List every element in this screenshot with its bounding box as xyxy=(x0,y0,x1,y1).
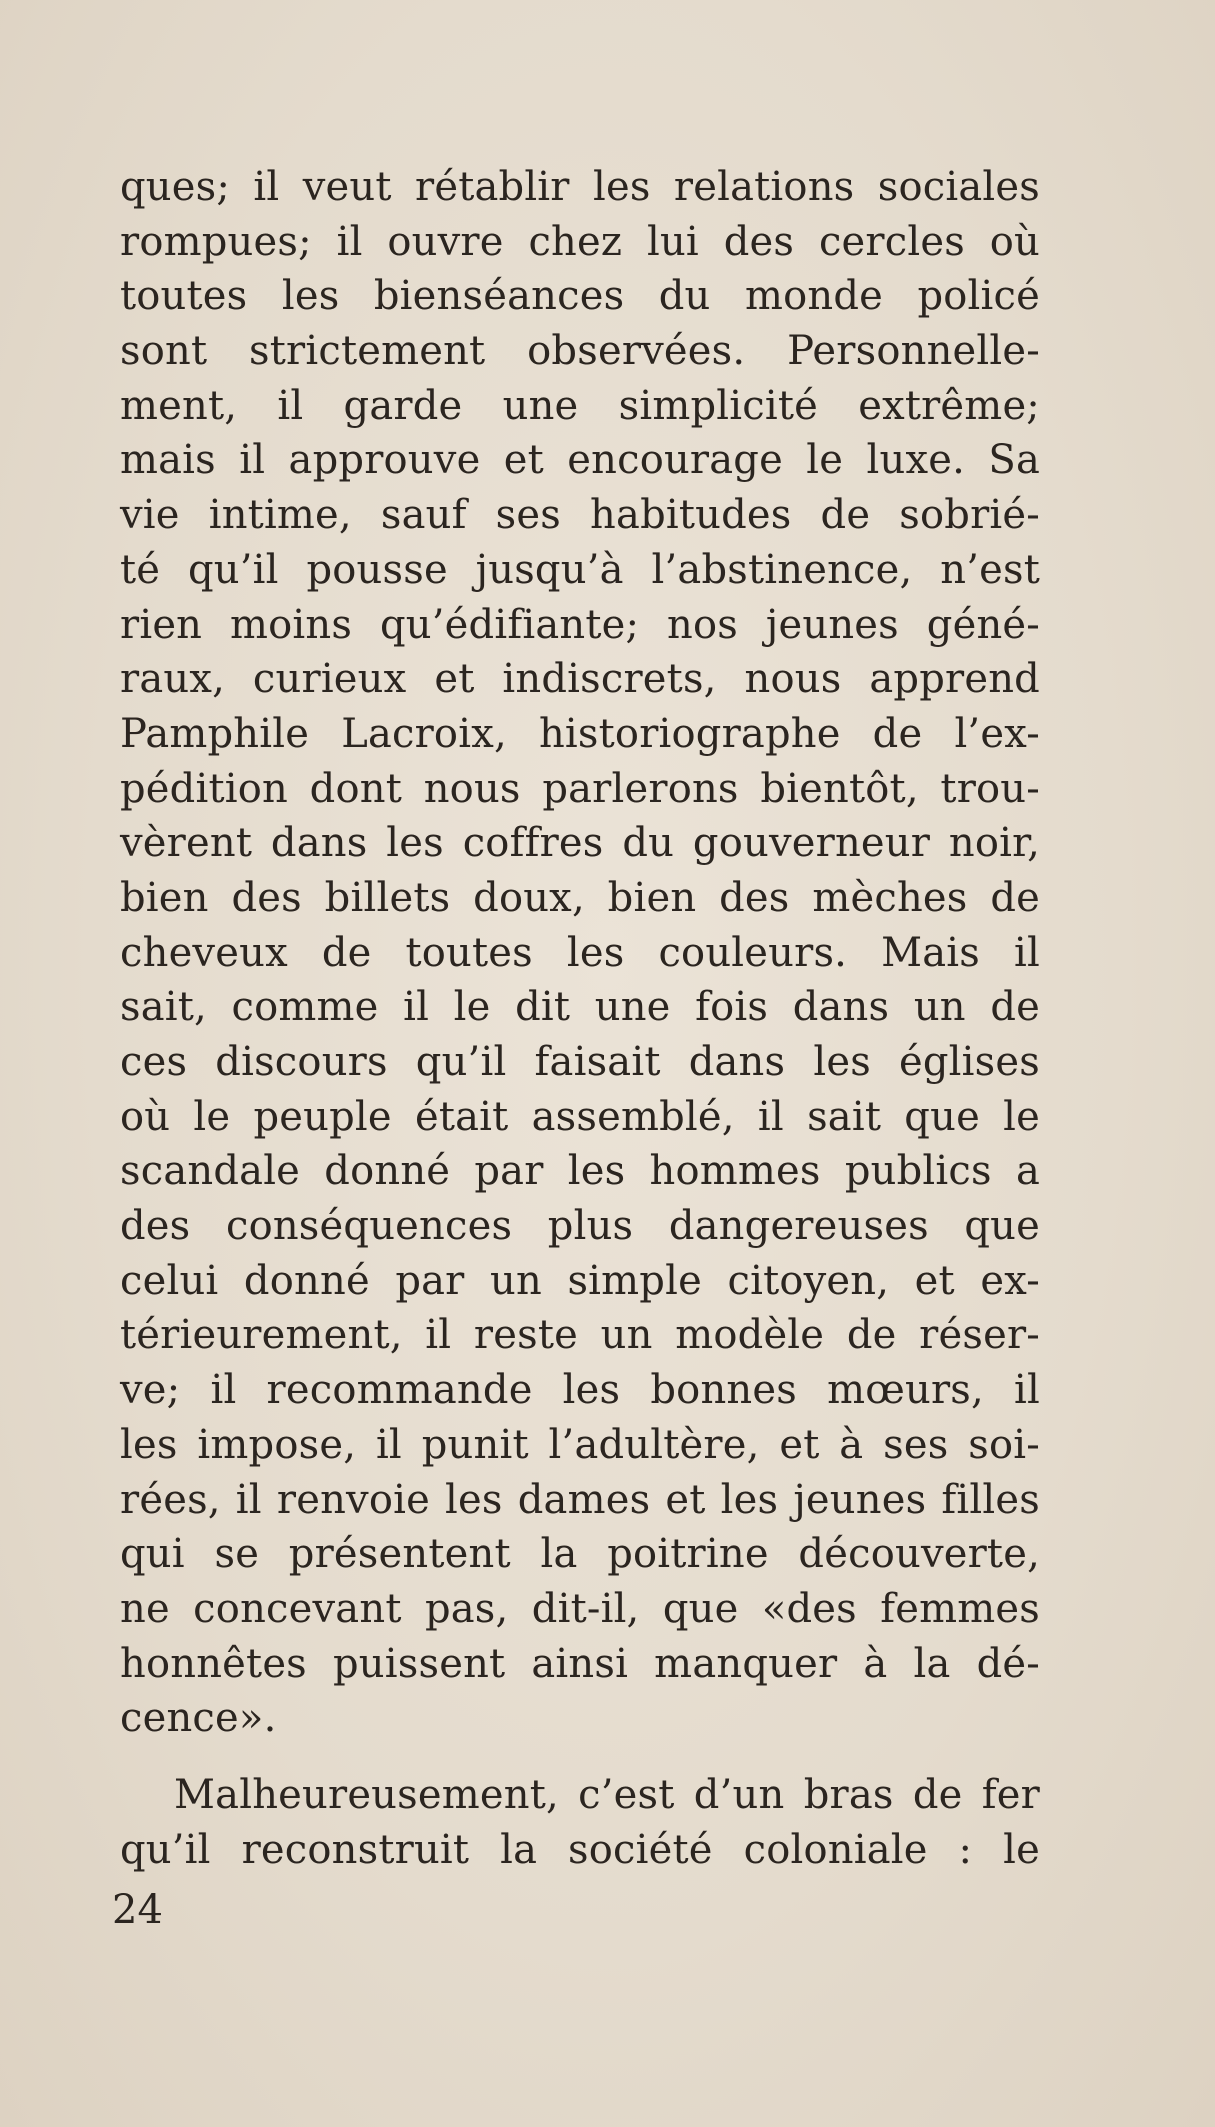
text-line: vèrent dans les coffres du gouverneur noir, xyxy=(120,820,1040,867)
text-line: pédition dont nous parlerons bientôt, trou- xyxy=(120,765,1040,812)
text-line: rompues; il ouvre chez lui des cercles où xyxy=(120,218,1040,265)
text-line: les impose, il punit l’adultère, et à ses soi- xyxy=(120,1421,1040,1468)
page-number: 24 xyxy=(112,1887,163,1933)
text-line: qui se présentent la poitrine découverte, xyxy=(120,1531,1040,1578)
text-line: toutes les bienséances du monde policé xyxy=(120,273,1040,320)
text-line: térieurement, il reste un modèle de réser- xyxy=(120,1312,1040,1359)
text-line: vie intime, sauf ses habitudes de sobrié- xyxy=(120,492,1040,539)
text-line: qu’il reconstruit la société coloniale : le xyxy=(120,1826,1040,1873)
text-line: rées, il renvoie les dames et les jeunes filles xyxy=(120,1476,1040,1523)
text-line: sont strictement observées. Personnelle- xyxy=(120,328,1040,375)
text-line: ces discours qu’il faisait dans les églises xyxy=(120,1039,1040,1085)
text-line: ve; il recommande les bonnes mœurs, il xyxy=(120,1367,1040,1414)
text-line: où le peuple était assemblé, il sait que le xyxy=(120,1093,1040,1140)
text-line: celui donné par un simple citoyen, et ex- xyxy=(120,1257,1040,1304)
text-line: ment, il garde une simplicité extrême; xyxy=(120,382,1040,429)
text-line: Malheureusement, c’est d’un bras de fer xyxy=(174,1771,1040,1818)
paragraph-1 xyxy=(120,160,1040,1746)
text-line: rien moins qu’édifiante; nos jeunes géné- xyxy=(120,601,1040,648)
text-line: bien des billets doux, bien des mèches de xyxy=(120,874,1040,921)
body-text xyxy=(120,160,1040,1877)
text-line: cheveux de toutes les couleurs. Mais il xyxy=(120,929,1040,976)
text-line: té qu’il pousse jusqu’à l’abstinence, n’est xyxy=(120,546,1040,593)
paragraph-2 xyxy=(120,1768,1040,1877)
text-line: raux, curieux et indiscrets, nous apprend xyxy=(120,656,1040,703)
text-line: honnêtes puissent ainsi manquer à la dé- xyxy=(120,1640,1040,1687)
text-line: ques; il veut rétablir les relations sociales xyxy=(120,164,1040,210)
text-line: des conséquences plus dangereuses que xyxy=(120,1203,1040,1250)
text-line: Pamphile Lacroix, historiographe de l’ex- xyxy=(120,710,1040,757)
text-line: scandale donné par les hommes publics a xyxy=(120,1148,1040,1195)
text-line: cence». xyxy=(120,1695,277,1742)
text-line: sait, comme il le dit une fois dans un de xyxy=(120,984,1040,1031)
text-line: mais il approuve et encourage le luxe. Sa xyxy=(120,437,1040,484)
text-line: ne concevant pas, dit-il, que «des femmes xyxy=(120,1585,1040,1632)
